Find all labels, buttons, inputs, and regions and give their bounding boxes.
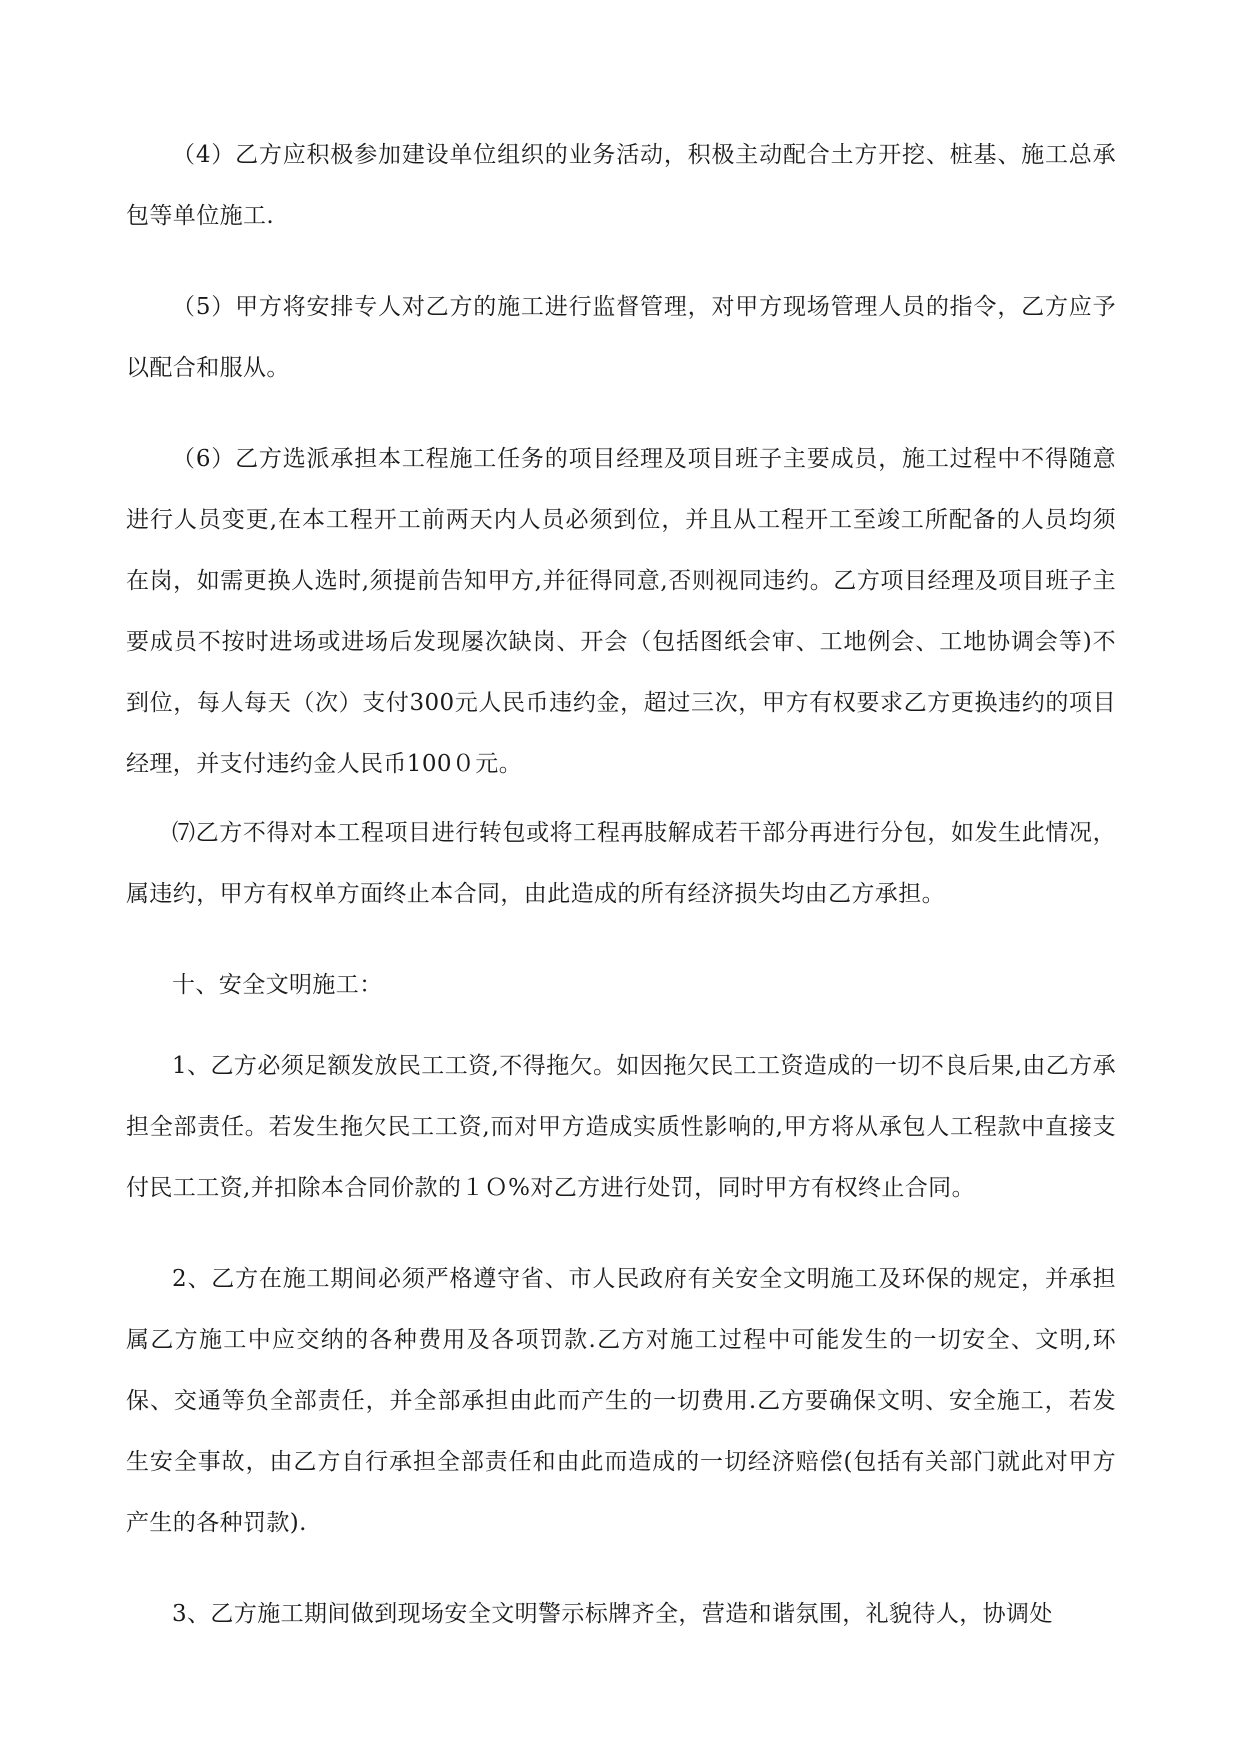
safety-item-2-paragraph: 2、乙方在施工期间必须严格遵守省、市人民政府有关安全文明施工及环保的规定，并承担属乙方施工中应交纳的各种费用及各项罚款.乙方对施工过程中可能发生的一切安全、文明,环保、交通等负全部责任，并全部承担由此而产生的一切费用.乙方要确保文明、安全施工，若发生安全事故，由乙方自行承担全部责任和由此而造成的一切经济赔偿(包括有关部门就此对甲方产生的各种罚款). [126,1266,1116,1536]
clause-6-paragraph: （6）乙方选派承担本工程施工任务的项目经理及项目班子主要成员，施工过程中不得随意进行人员变更,在本工程开工前两天内人员必须到位，并且从工程开工至竣工所配备的人员均须在岗，如需更换人选时,须提前告知甲方,并征得同意,否则视同违约。乙方项目经理及项目班子主要成员不按时进场或进场后发现屡次缺岗、开会（包括图纸会审、工地例会、工地协调会等)不到位，每人每天（次）支付300元人民币违约金，超过三次，甲方有权要求乙方更换违约的项目经理，并支付违约金人民币100０元。 [126,446,1116,777]
safety-item-3-paragraph: 3、乙方施工期间做到现场安全文明警示标牌齐全，营造和谐氛围，礼貌待人，协调处 [172,1601,1053,1627]
document-body [126,125,1116,1645]
section-10-heading: 十、安全文明施工： [172,972,383,998]
clause-5-paragraph: （5）甲方将安排专人对乙方的施工进行监督管理，对甲方现场管理人员的指令，乙方应予以配合和服从。 [126,294,1116,381]
clause-7-paragraph: ⑺乙方不得对本工程项目进行转包或将工程再肢解成若干部分再进行分包，如发生此情况，属违约，甲方有权单方面终止本合同，由此造成的所有经济损失均由乙方承担。 [126,820,1116,907]
clause-4-paragraph: （4）乙方应积极参加建设单位组织的业务活动，积极主动配合土方开挖、桩基、施工总承包等单位施工. [126,142,1116,229]
safety-item-1-paragraph: 1、乙方必须足额发放民工工资,不得拖欠。如因拖欠民工工资造成的一切不良后果,由乙方承担全部责任。若发生拖欠民工工资,而对甲方造成实质性影响的,甲方将从承包人工程款中直接支付民工工资,并扣除本合同价款的１Ｏ%对乙方进行处罚，同时甲方有权终止合同。 [126,1053,1116,1201]
